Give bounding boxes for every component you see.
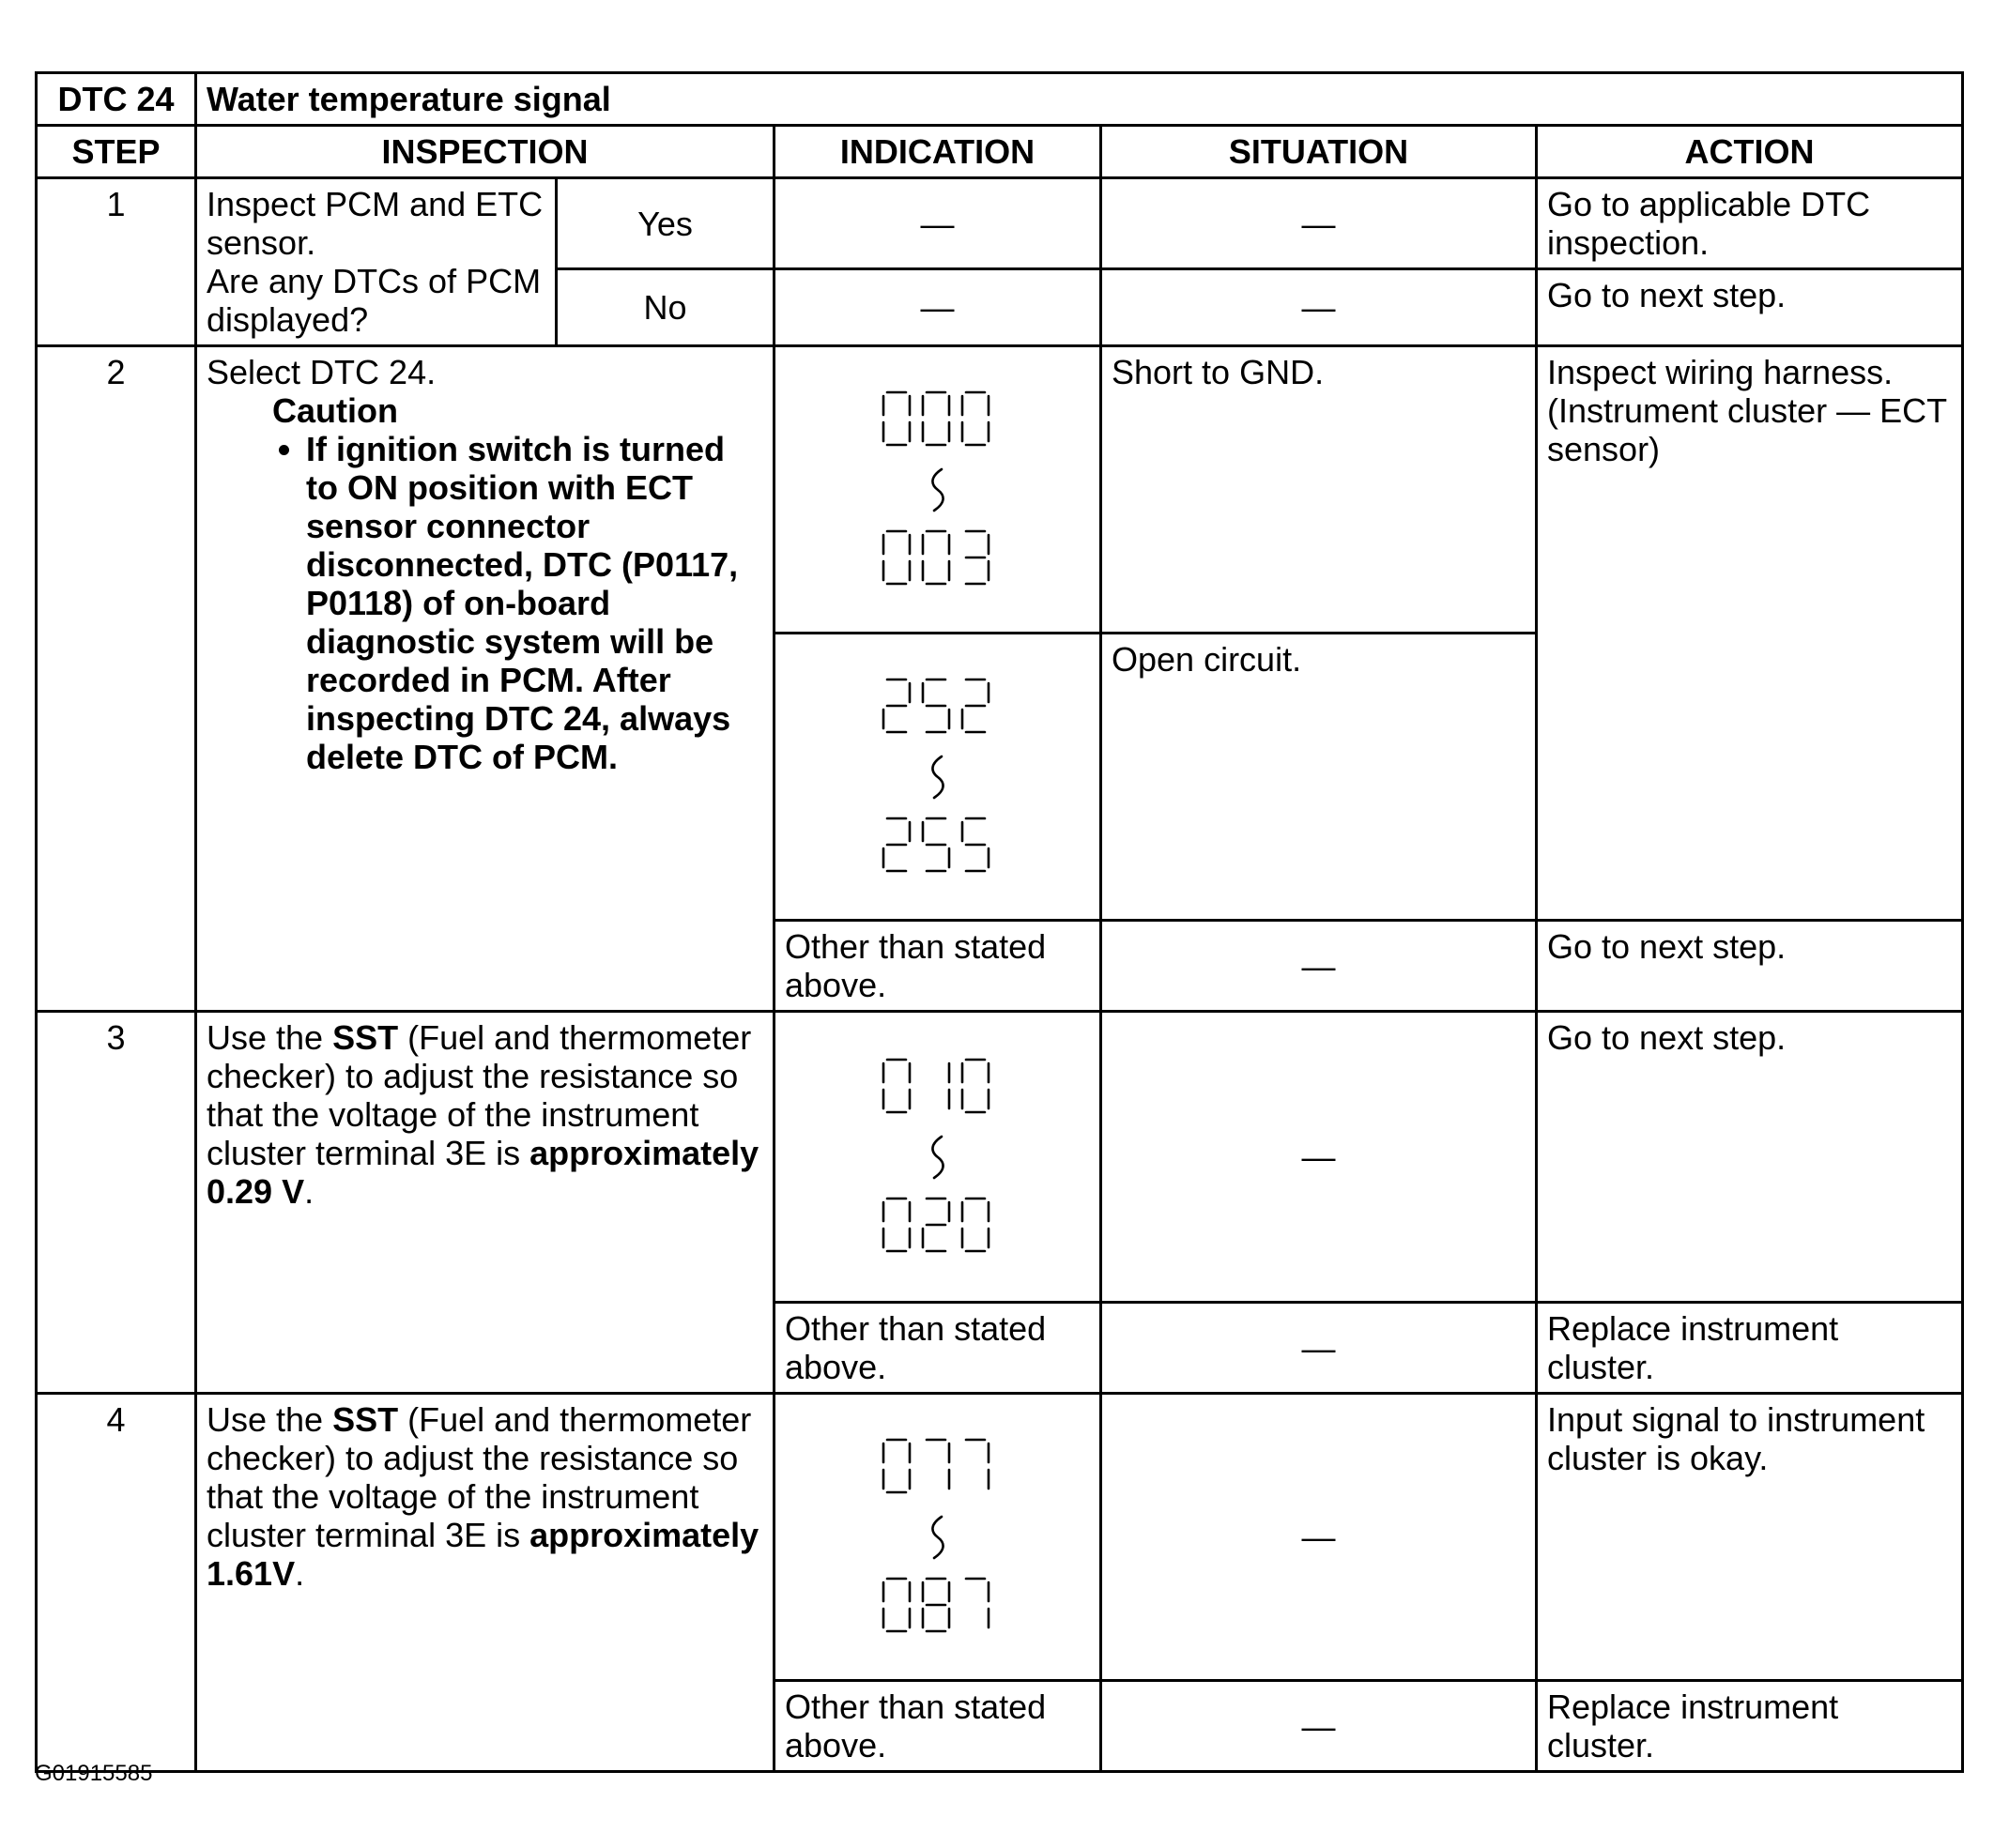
step-4-range-action: Input signal to instrument cluster is okay.: [1537, 1394, 1963, 1681]
lcd-from-digit: [923, 392, 949, 445]
lcd-readout: [872, 664, 1004, 890]
step-3-voltage: approximately 0.29 V: [207, 1134, 759, 1211]
lcd-from-digit: [883, 680, 910, 732]
step-2-range-2-situation: Open circuit.: [1101, 634, 1537, 921]
col-step: STEP: [37, 126, 196, 178]
step-3-range-situation: —: [1101, 1012, 1537, 1303]
step-2-other-action: Go to next step.: [1537, 921, 1963, 1012]
step-4-other-situation: —: [1101, 1681, 1537, 1772]
step-3-other-situation: —: [1101, 1303, 1537, 1394]
range-tilde-icon: [932, 756, 943, 798]
lcd-from-digit: [923, 680, 949, 732]
lcd-readout: [872, 377, 1004, 603]
step-3-sst: SST: [332, 1018, 399, 1057]
lcd-from-digit: [883, 1060, 910, 1112]
step-4-range-display: [775, 1394, 1101, 1681]
step-1-number: 1: [37, 178, 196, 346]
range-tilde-icon: [932, 1137, 943, 1178]
col-action: ACTION: [1537, 126, 1963, 178]
step-4-voltage: approximately 1.61V: [207, 1516, 759, 1593]
step-4-inspection: [196, 1394, 775, 1772]
col-inspection: INSPECTION: [196, 126, 775, 178]
step-1-yes-situation: —: [1101, 178, 1537, 269]
lcd-from-digit: [962, 1060, 989, 1112]
lcd-from-digit: [927, 1440, 949, 1489]
step-1-no-situation: —: [1101, 269, 1537, 346]
lcd-from-digit: [962, 392, 989, 445]
lcd-to-digit: [962, 1199, 989, 1251]
step-1-text-a: Inspect PCM and ETC sensor.: [207, 185, 544, 262]
step-3-other-action: Replace instrument cluster.: [1537, 1303, 1963, 1394]
range-tilde-icon: [932, 469, 943, 511]
lcd-to-digit: [966, 531, 989, 584]
step-4-other: Other than stated above.: [775, 1681, 1101, 1772]
step-2-range-1-situation: Short to GND.: [1101, 346, 1537, 634]
step-1-yes-indication: —: [775, 178, 1101, 269]
step-1-inspection: [196, 178, 557, 346]
step-3-number: 3: [37, 1012, 196, 1394]
lcd-to-digit: [966, 1579, 989, 1627]
step-3-range-action: Go to next step.: [1537, 1012, 1963, 1303]
lcd-from-digit: [962, 680, 989, 732]
step-1-no: No: [557, 269, 775, 346]
step-2-caution-list: [207, 430, 763, 776]
step-2-number: 2: [37, 346, 196, 1012]
step-4-text-end: .: [295, 1554, 305, 1593]
step-3-text-mid: (Fuel and thermometer checker) to adjust the resistance so that the voltage of the instrument cluster terminal 3E is: [207, 1018, 752, 1172]
lcd-from-digit: [883, 392, 910, 445]
step-2-caution-item: • If ignition switch is turned to ON position with ECT sensor connector disconnected, DTC (P0117, P0118) of on-board diagnostic system will be recorded in PCM. After inspecting DTC 24, always delete DTC of PCM.: [306, 430, 763, 776]
step-1-no-indication: —: [775, 269, 1101, 346]
step-2-caution-title: Caution: [272, 391, 398, 430]
dtc-title: Water temperature signal: [196, 73, 1963, 126]
step-1-yes: Yes: [557, 178, 775, 269]
step-3-text-pre: Use the: [207, 1018, 333, 1057]
col-indication: INDICATION: [775, 126, 1101, 178]
step-1-text-b: Are any DTCs of PCM displayed?: [207, 262, 542, 339]
step-4-range-situation: —: [1101, 1394, 1537, 1681]
step-2-range-2-display: [775, 634, 1101, 921]
step-1-no-action: Go to next step.: [1537, 269, 1963, 346]
figure-code: G01915585: [35, 1761, 153, 1786]
lcd-from-digit: [883, 1440, 910, 1492]
range-tilde-icon: [932, 1517, 943, 1558]
lcd-to-digit: [883, 818, 910, 871]
step-3-other: Other than stated above.: [775, 1303, 1101, 1394]
step-3-inspection: [196, 1012, 775, 1394]
step-2-inspection: [196, 346, 775, 1012]
lcd-to-digit: [923, 1579, 949, 1631]
lcd-to-digit: [883, 531, 910, 584]
step-2-other-situation: —: [1101, 921, 1537, 1012]
step-2-other: Other than stated above.: [775, 921, 1101, 1012]
lcd-readout: [872, 1425, 1004, 1650]
step-4-sst: SST: [332, 1400, 399, 1439]
step-4-other-action: Replace instrument cluster.: [1537, 1681, 1963, 1772]
step-3-range-display: [775, 1012, 1101, 1303]
step-4-text-pre: Use the: [207, 1400, 333, 1439]
lcd-from-digit: [966, 1440, 989, 1489]
step-2-range-action: Inspect wiring harness. (Instrument cluster — ECT sensor): [1537, 346, 1963, 921]
step-1-yes-action: Go to applicable DTC inspection.: [1537, 178, 1963, 269]
lcd-to-digit: [883, 1199, 910, 1251]
step-4-text-mid: (Fuel and thermometer checker) to adjust the resistance so that the voltage of the instrument cluster terminal 3E is: [207, 1400, 752, 1554]
step-3-text-end: .: [304, 1172, 314, 1211]
dtc-code: DTC 24: [37, 73, 196, 126]
lcd-readout: [872, 1045, 1004, 1270]
lcd-to-digit: [923, 531, 949, 584]
lcd-to-digit: [962, 818, 989, 871]
col-situation: SITUATION: [1101, 126, 1537, 178]
step-2-range-1-display: [775, 346, 1101, 634]
step-2-text: Select DTC 24.: [207, 353, 437, 391]
lcd-to-digit: [923, 1199, 949, 1251]
step-4-number: 4: [37, 1394, 196, 1772]
lcd-to-digit: [883, 1579, 910, 1631]
lcd-to-digit: [923, 818, 949, 871]
dtc-24-table: [35, 71, 1964, 1773]
